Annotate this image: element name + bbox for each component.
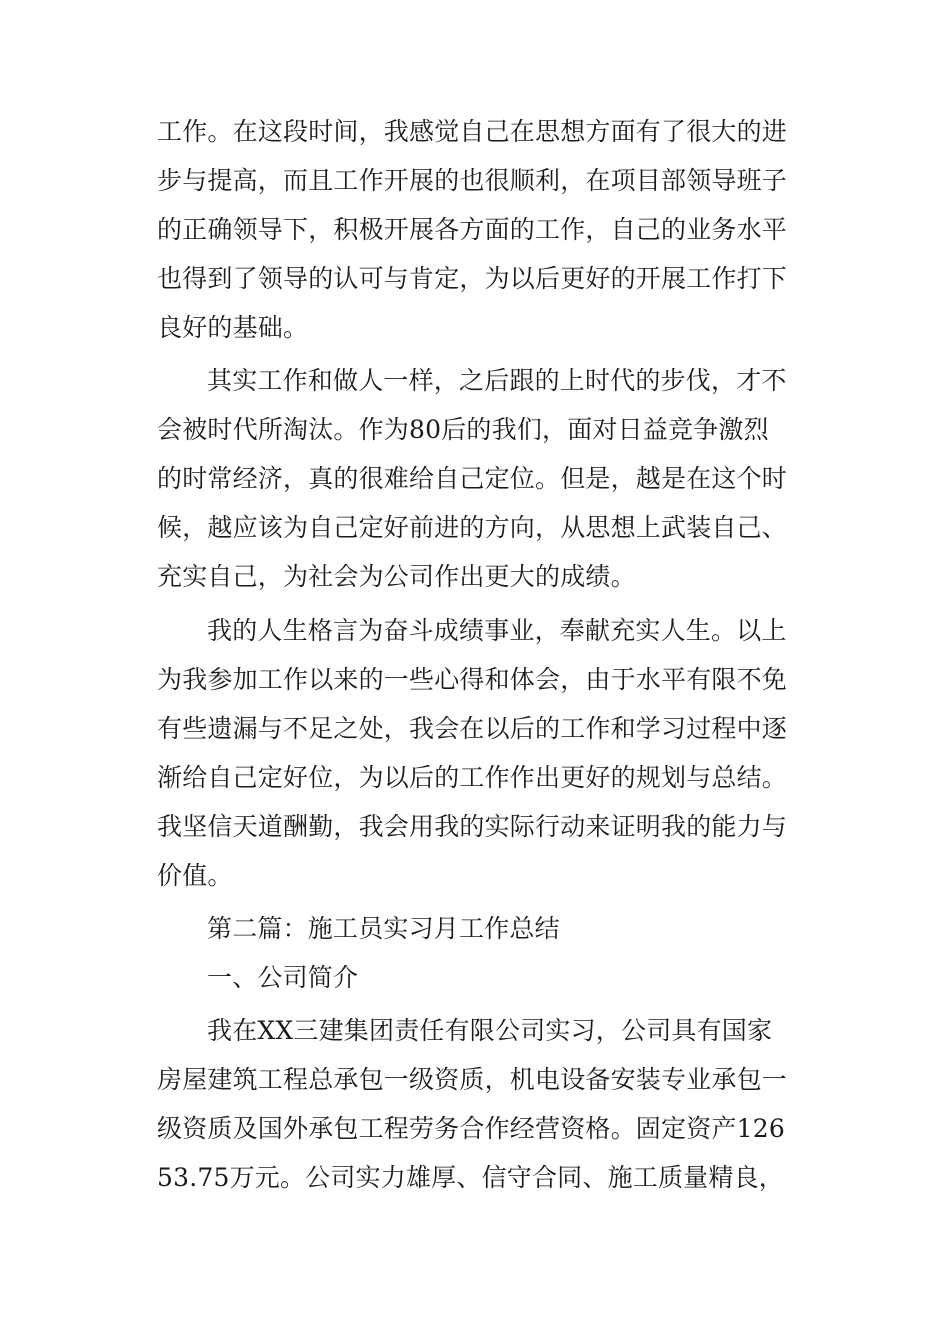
text-line: 53.75万元。公司实力雄厚、信守合同、施工质量精良， [157, 1163, 784, 1192]
text-line: 为我参加工作以来的一些心得和体会，由于水平有限不免 [157, 665, 788, 694]
text-line: 充实自己，为社会为公司作出更大的成绩。 [157, 562, 636, 591]
text-line: 工作。在这段时间，我感觉自己在思想方面有了很大的进 [157, 117, 788, 146]
text-line: 的时常经济，真的很难给自己定位。但是，越是在这个时 [157, 464, 788, 493]
text-line: 会被时代所淘汰。作为80后的我们，面对日益竞争激烈 [157, 415, 769, 444]
text-line: 也得到了领导的认可与肯定，为以后更好的开展工作打下 [157, 264, 788, 293]
text-line: 我坚信天道酬勤，我会用我的实际行动来证明我的能力与 [157, 812, 788, 841]
paragraph-first-line: 我的人生格言为奋斗成绩事业，奉献充实人生。以上 [207, 616, 787, 645]
text-line: 良好的基础。 [157, 313, 309, 342]
text-line: 的正确领导下，积极开展各方面的工作，自己的业务水平 [157, 215, 788, 244]
text-line: 候，越应该为自己定好前进的方向，从思想上武装自己、 [157, 513, 788, 542]
text-line: 步与提高，而且工作开展的也很顺利，在项目部领导班子 [157, 166, 788, 195]
section-heading: 第二篇：施工员实习月工作总结 [207, 914, 560, 943]
text-line: 价值。 [157, 861, 233, 890]
text-line: 渐给自己定好位，为以后的工作作出更好的规划与总结。 [157, 763, 788, 792]
subsection-heading: 一、公司简介 [207, 963, 359, 992]
text-line: 级资质及国外承包工程劳务合作经营资格。固定资产126 [157, 1114, 785, 1143]
paragraph-first-line: 我在XX三建集团责任有限公司实习，公司具有国家 [207, 1016, 773, 1045]
text-line: 房屋建筑工程总承包一级资质，机电设备安装专业承包一 [157, 1065, 788, 1094]
text-line: 有些遗漏与不足之处，我会在以后的工作和学习过程中逐 [157, 714, 788, 743]
paragraph-first-line: 其实工作和做人一样，之后跟的上时代的步伐，才不 [207, 366, 787, 395]
